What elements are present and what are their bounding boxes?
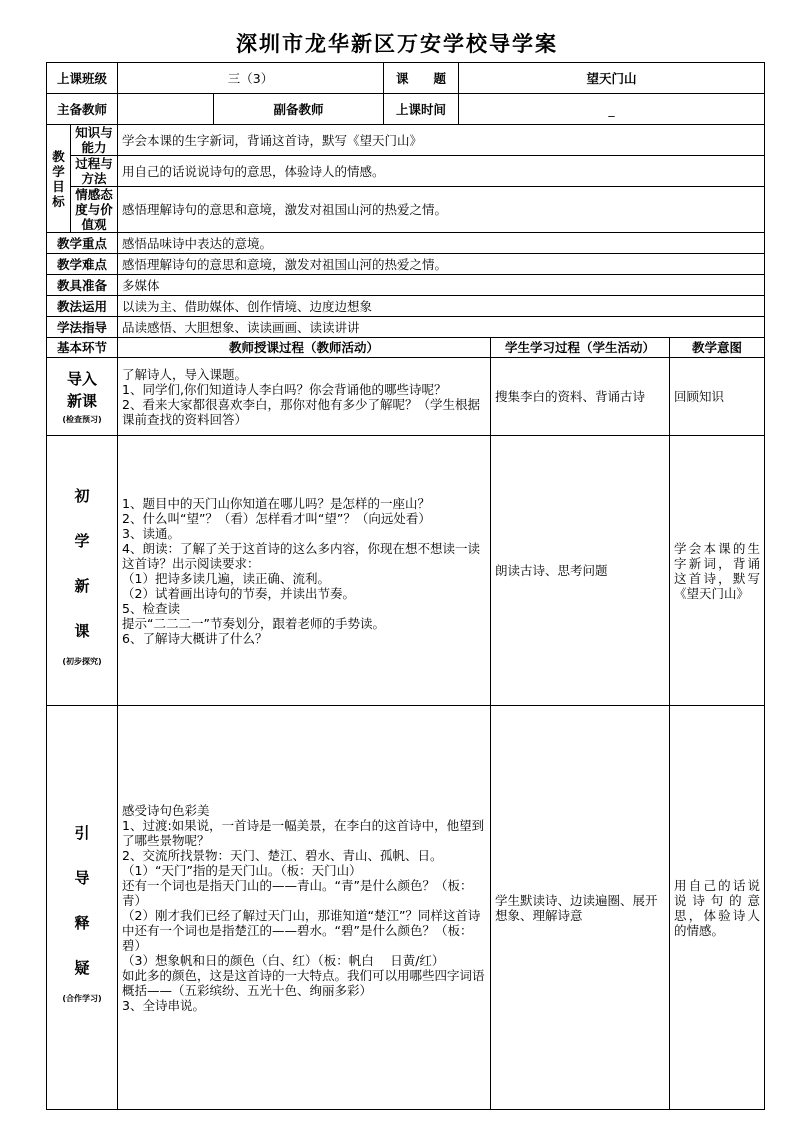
process-header-student: 学生学习过程（学生活动） <box>491 338 670 358</box>
teaching-intent: 学会本课的生字新词，背诵这首诗，默写《望天门山》 <box>670 436 765 706</box>
stage-title-line: 导入 <box>67 369 98 388</box>
time-label: 上课时间 <box>384 94 459 125</box>
objective-dimension: 知识与能力 <box>71 125 118 156</box>
lesson-plan-table <box>46 62 765 1110</box>
class-label: 上课班级 <box>47 63 118 94</box>
stage-subtitle: (检查预习) <box>62 414 102 424</box>
stage-title-char: 课 <box>74 621 90 640</box>
info-value: 感悟品味诗中表达的意境。 <box>118 233 765 254</box>
info-row-learning-guide <box>47 317 765 338</box>
assist-teacher-label: 副备教师 <box>214 94 384 125</box>
topic-label: 课 题 <box>384 63 459 94</box>
teacher-activity: 感受诗句色彩美 1、过渡:如果说，一首诗是一幅美景，在李白的这首诗中，他望到了哪些景物呢？ 2、交流所找景物：天门、楚江、碧水、青山、孤帆、日。 （1）“天门”指的是天门山。（板：天门山） 还有一个词也是指天门山的——青山。“青”是什么颜色？（板：青） （2）刚才我们已经了解过天门山，那谁知道“楚江”？同样这首诗中还有一个词也是指楚江的——碧水。“碧”是什么颜色？（板：碧） （3）想象帆和日的颜色（白、红）（板：帆白 日黄/红） 如此多的颜色，这是这首诗的一大特点。我们可以用哪些四字词语概括——（五彩缤纷、五光十色、绚丽多彩） 3、全诗串说。 <box>118 706 491 1110</box>
objectives-group-label <box>47 125 71 233</box>
objectives-char: 教 <box>52 148 65 164</box>
header-row-class <box>47 63 765 94</box>
teacher-activity: 了解诗人，导入课题。 1、同学们,你们知道诗人李白吗？你会背诵他的哪些诗呢？ 2、看来大家都很喜欢李白，那你对他有多少了解呢？（学生根据课前查找的资料回答） <box>118 358 491 436</box>
stage-title-char: 释 <box>74 913 90 932</box>
objective-dimension: 过程与方法 <box>71 156 118 187</box>
stage-row-guided-inquiry <box>47 706 765 1110</box>
teaching-intent: 回顾知识 <box>670 358 765 436</box>
teaching-intent: 用自己的话说说诗句的意思，体验诗人的情感。 <box>670 706 765 1110</box>
objectives-char: 目 <box>52 178 65 194</box>
lead-teacher-label: 主备教师 <box>47 94 118 125</box>
page-title: 深圳市龙华新区万安学校导学案 <box>236 31 558 56</box>
objective-row-knowledge <box>47 125 765 156</box>
info-row-materials <box>47 275 765 296</box>
lead-teacher-value <box>118 94 214 125</box>
stage-row-intro <box>47 358 765 436</box>
info-label: 教具准备 <box>47 275 118 296</box>
student-activity: 朗读古诗、思考问题 <box>491 436 670 706</box>
objectives-char: 标 <box>52 193 65 209</box>
objective-text: 用自己的话说说诗句的意思，体验诗人的情感。 <box>118 156 765 187</box>
stage-title-line: 新课 <box>67 391 98 410</box>
info-row-difficulties <box>47 254 765 275</box>
info-value: 多媒体 <box>118 275 765 296</box>
info-value: 感悟理解诗句的意思和意境，激发对祖国山河的热爱之情。 <box>118 254 765 275</box>
stage-title-char: 疑 <box>74 958 90 977</box>
objective-text: 学会本课的生字新词，背诵这首诗，默写《望天门山》 <box>118 125 765 156</box>
objective-dimension: 情感态度与价值观 <box>71 187 118 233</box>
info-value: 以读为主、借助媒体、创作情境、边度边想象 <box>118 296 765 317</box>
stage-subtitle: (初步探究) <box>62 656 102 666</box>
objective-row-emotion <box>47 187 765 233</box>
class-value: 三（3） <box>118 63 384 94</box>
process-header-stage: 基本环节 <box>47 338 118 358</box>
stage-title-char: 导 <box>74 868 90 887</box>
objective-row-process <box>47 156 765 187</box>
stage-title-char: 新 <box>74 576 90 595</box>
stage-title-char: 引 <box>74 823 90 842</box>
info-label: 教学重点 <box>47 233 118 254</box>
stage-title-char: 初 <box>74 486 90 505</box>
topic-value: 望天门山 <box>459 63 765 94</box>
info-row-methods <box>47 296 765 317</box>
stage-title-cell <box>47 436 118 706</box>
time-value: _ <box>459 94 765 125</box>
info-label: 教法运用 <box>47 296 118 317</box>
stage-title-char: 学 <box>74 531 90 550</box>
header-row-teachers <box>47 94 765 125</box>
stage-title-cell <box>47 706 118 1110</box>
student-activity: 学生默读诗、边读遍圈、展开想象、理解诗意 <box>491 706 670 1110</box>
process-header-intent: 教学意图 <box>670 338 765 358</box>
objectives-char: 学 <box>52 163 65 179</box>
objective-text: 感悟理解诗句的意思和意境，激发对祖国山河的热爱之情。 <box>118 187 765 233</box>
info-label: 教学难点 <box>47 254 118 275</box>
stage-row-first-learning <box>47 436 765 706</box>
info-value: 品读感悟、大胆想象、读读画画、读读讲讲 <box>118 317 765 338</box>
info-label: 学法指导 <box>47 317 118 338</box>
student-activity: 搜集李白的资料、背诵古诗 <box>491 358 670 436</box>
stage-title-cell <box>47 358 118 436</box>
teacher-activity: 1、题目中的天门山你知道在哪儿吗？是怎样的一座山？ 2、什么叫“望”？（看）怎样看才叫“望”？（向远处看） 3、读通。 4、朗读：了解了关于这首诗的这么多内容，你现在想不想读一读这首诗？出示阅读要求： （1）把诗多读几遍，读正确、流利。 （2）试着画出诗句的节奏，并读出节奏。 5、检查读 提示“二二二一”节奏划分，跟着老师的手势读。 6、了解诗大概讲了什么？ <box>118 436 491 706</box>
process-header-row <box>47 338 765 358</box>
stage-subtitle: (合作学习) <box>62 993 102 1003</box>
info-row-key-points <box>47 233 765 254</box>
process-header-teacher: 教师授课过程（教师活动） <box>118 338 491 358</box>
